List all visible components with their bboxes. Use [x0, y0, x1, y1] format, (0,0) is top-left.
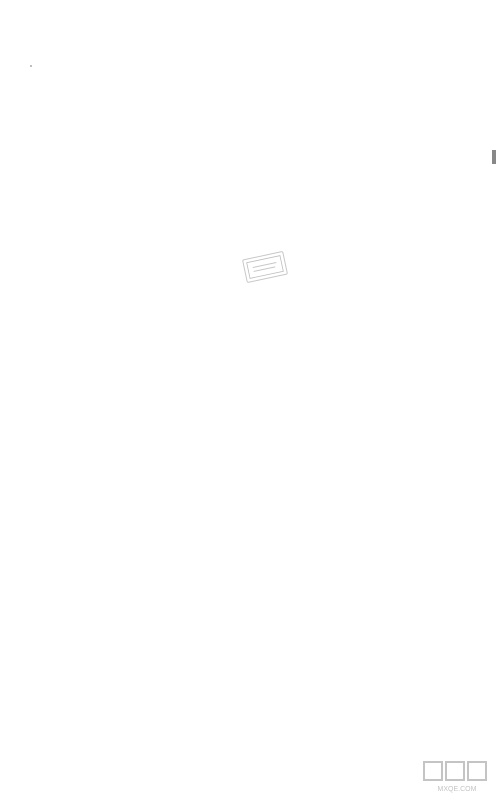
edge-mark [492, 150, 496, 164]
stamp [242, 251, 288, 283]
page-mark [30, 65, 32, 67]
svg-text:MXQE.COM: MXQE.COM [437, 786, 477, 793]
watermark-logo [422, 760, 492, 794]
